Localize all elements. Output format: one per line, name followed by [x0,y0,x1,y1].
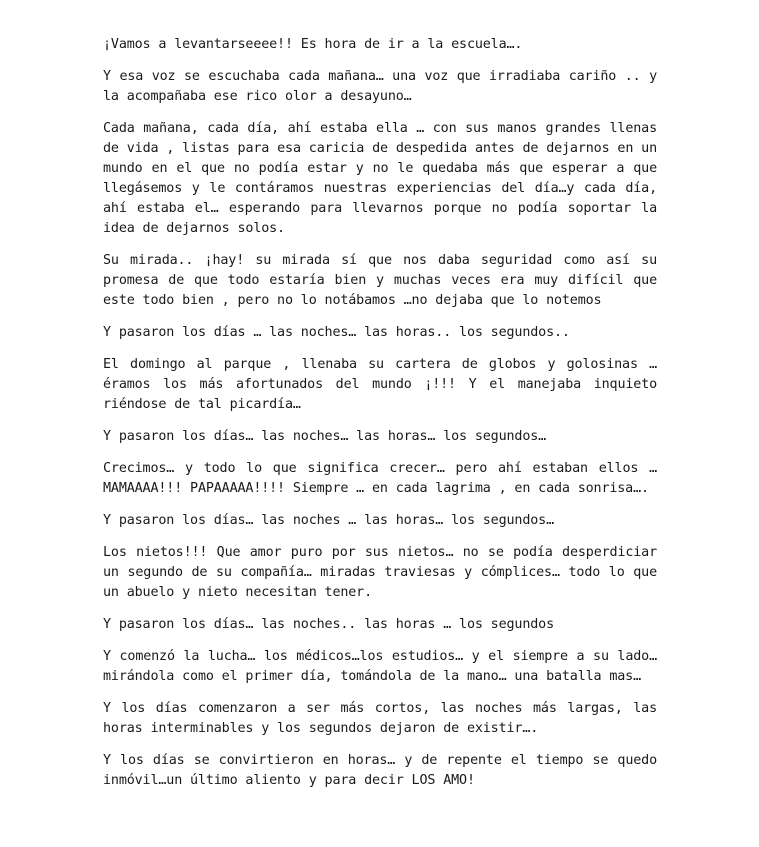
document-body [103,35,657,803]
paragraph-2: Y esa voz se escuchaba cada mañana… una voz que irradiaba cariño .. y la acompañaba ese rico olor a desayuno… [103,69,657,104]
paragraph-1: ¡Vamos a levantarseeee!! Es hora de ir a la escuela…. [103,37,523,52]
paragraph-11: Y pasaron los días… las noches.. las horas … los segundos [103,617,554,632]
paragraph-14: Y los días se convirtieron en horas… y de repente el tiempo se quedo inmóvil…un último aliento y para decir LOS AMO! [103,753,657,788]
paragraph-7: Y pasaron los días… las noches… las horas… los segundos… [103,429,547,444]
paragraph-13: Y los días comenzaron a ser más cortos, las noches más largas, las horas interminables y los segundos dejaron de existir…. [103,701,657,736]
paragraph-6: El domingo al parque , llenaba su cartera de globos y golosinas … éramos los más afortunados del mundo ¡!!! Y el manejaba inquieto riéndose de tal picardía… [103,357,657,412]
paragraph-10: Los nietos!!! Que amor puro por sus nietos… no se podía desperdiciar un segundo de su compañía… miradas traviesas y cómplices… todo lo que un abuelo y nieto necesitan tener. [103,545,657,600]
paragraph-12: Y comenzó la lucha… los médicos…los estudios… y el siempre a su lado… mirándola como el primer día, tomándola de la mano… una batalla mas… [103,649,657,684]
paragraph-8: Crecimos… y todo lo que significa crecer… pero ahí estaban ellos … MAMAAAA!!! PAPAAAAA!!!! Siempre … en cada lagrima , en cada sonrisa…. [103,461,657,496]
paragraph-9: Y pasaron los días… las noches … las horas… los segundos… [103,513,554,528]
paragraph-3: Cada mañana, cada día, ahí estaba ella … con sus manos grandes llenas de vida , listas para esa caricia de despedida antes de dejarnos en un mundo en el que no podía estar y no le quedaba más que esperar a que llegásemos y le contáramos nuestras experiencias del día…y cada día, ahí estaba el… esperando para llevarnos porque no podía soportar la idea de dejarnos solos. [103,121,657,236]
paragraph-5: Y pasaron los días … las noches… las horas.. los segundos.. [103,325,570,340]
paragraph-4: Su mirada.. ¡hay! su mirada sí que nos daba seguridad como así su promesa de que todo estaría bien y muchas veces era muy difícil que este todo bien , pero no lo notábamos …no dejaba que lo notemos [103,253,657,308]
